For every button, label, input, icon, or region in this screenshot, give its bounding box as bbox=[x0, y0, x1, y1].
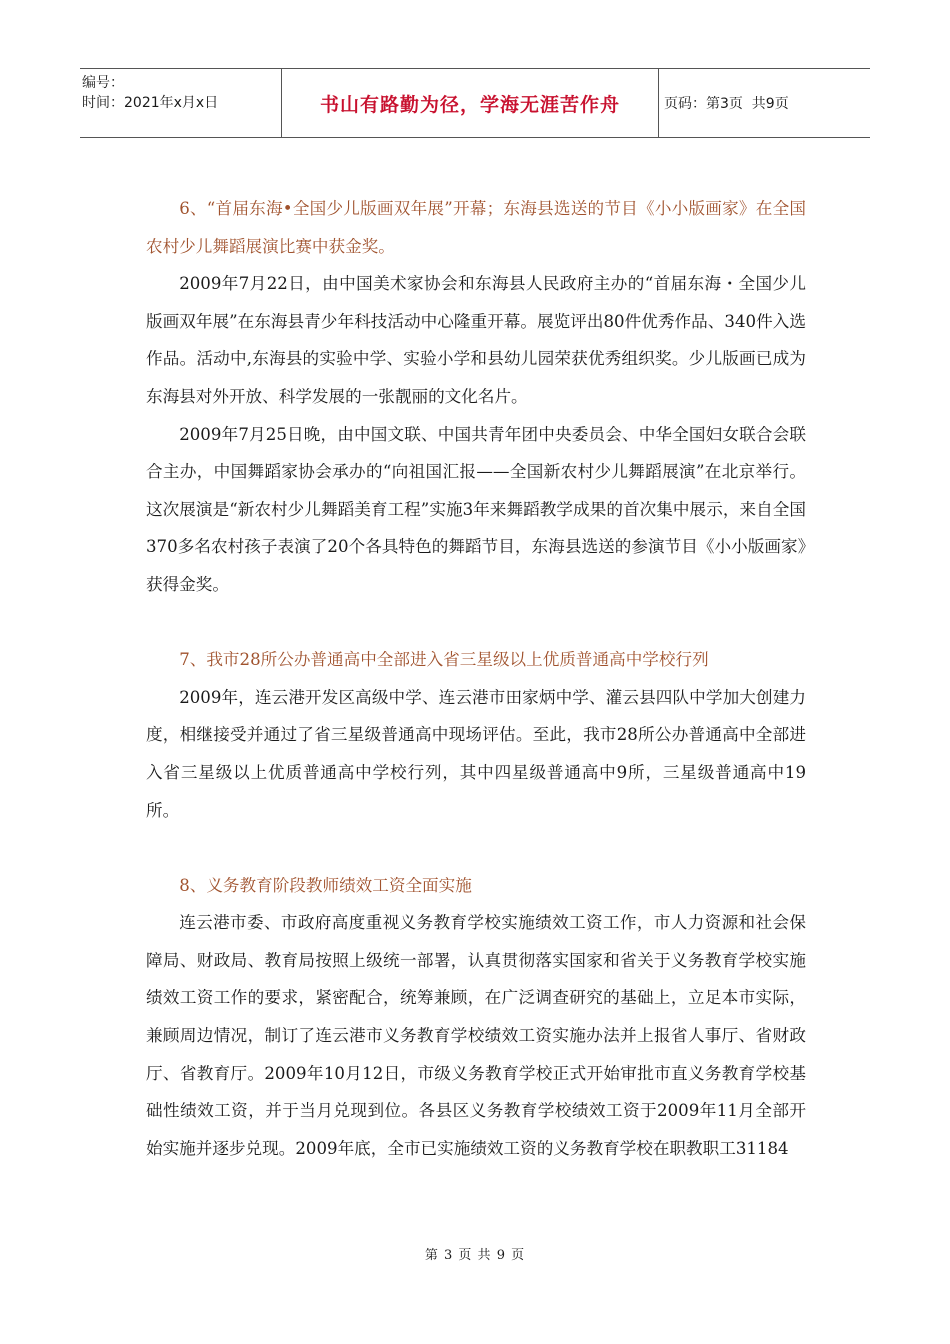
section-6 bbox=[146, 190, 806, 604]
section-7 bbox=[146, 641, 806, 829]
header-divider bbox=[658, 69, 659, 137]
body-paragraph: 2009年，连云港开发区高级中学、连云港市田家炳中学、灌云县四队中学加大创建力度，相继接受并通过了省三星级普通高中现场评估。至此，我市28所公办普通高中全部进入省三星级以上优质普通高中学校行列，其中四星级普通高中9所，三星级普通高中19所。 bbox=[146, 687, 806, 820]
body-paragraph: 2009年7月22日，由中国美术家协会和东海县人民政府主办的“首届东海・全国少儿版画双年展”在东海县青少年科技活动中心隆重开幕。展览评出80件优秀作品、340件入选作品。活动中,东海县的实验中学、实验小学和县幼儿园荣获优秀组织奖。少儿版画已成为东海县对外开放、科学发展的一张靓丽的文化名片。 bbox=[146, 274, 806, 406]
header-page-label: 页码：第3页 共9页 bbox=[664, 96, 789, 112]
time-label: 时间：2021年x月x日 bbox=[82, 95, 219, 111]
section-gap bbox=[146, 604, 806, 642]
number-label: 编号： bbox=[82, 75, 124, 91]
page-header bbox=[80, 68, 870, 138]
document-body bbox=[146, 190, 806, 1167]
header-meta bbox=[82, 73, 280, 133]
body-paragraph: 连云港市委、市政府高度重视义务教育学校实施绩效工资工作，市人力资源和社会保障局、财政局、教育局按照上级统一部署，认真贯彻落实国家和省关于义务教育学校实施绩效工资工作的要求，紧密配合，统筹兼顾，在广泛调查研究的基础上，立足本市实际，兼顾周边情况，制订了连云港市义务教育学校绩效工资实施办法并上报省人事厅、省财政厅、省教育厅。2009年10月12日，市级义务教育学校正式开始审批市直义务教育学校基础性绩效工资，并于当月兑现到位。各县区义务教育学校绩效工资于2009年11月全部开始实施并逐步兑现。2009年底，全市已实施绩效工资的义务教育学校在职教职工31184 bbox=[146, 913, 806, 1158]
header-motto: 书山有路勤为径，学海无涯苦作舟 bbox=[319, 93, 620, 116]
section-gap bbox=[146, 829, 806, 867]
section-heading: 6、“首届东海•全国少儿版画双年展”开幕；东海县选送的节目《小小版画家》在全国农村少儿舞蹈展演比赛中获金奖。 bbox=[146, 199, 806, 256]
page-footer: 第 3 页 共 9 页 bbox=[424, 1248, 526, 1263]
section-8 bbox=[146, 867, 806, 1168]
section-heading: 7、我市28所公办普通高中全部进入省三星级以上优质普通高中学校行列 bbox=[179, 650, 709, 670]
body-paragraph: 2009年7月25日晚，由中国文联、中国共青年团中央委员会、中华全国妇女联合会联合主办，中国舞蹈家协会承办的“向祖国汇报——全国新农村少儿舞蹈展演”在北京举行。这次展演是“新农村少儿舞蹈美育工程”实施3年来舞蹈教学成果的首次集中展示，来自全国370多名农村孩子表演了20个各具特色的舞蹈节目，东海县选送的参演节目《小小版画家》获得金奖。 bbox=[146, 424, 806, 594]
section-heading: 8、义务教育阶段教师绩效工资全面实施 bbox=[179, 875, 472, 895]
